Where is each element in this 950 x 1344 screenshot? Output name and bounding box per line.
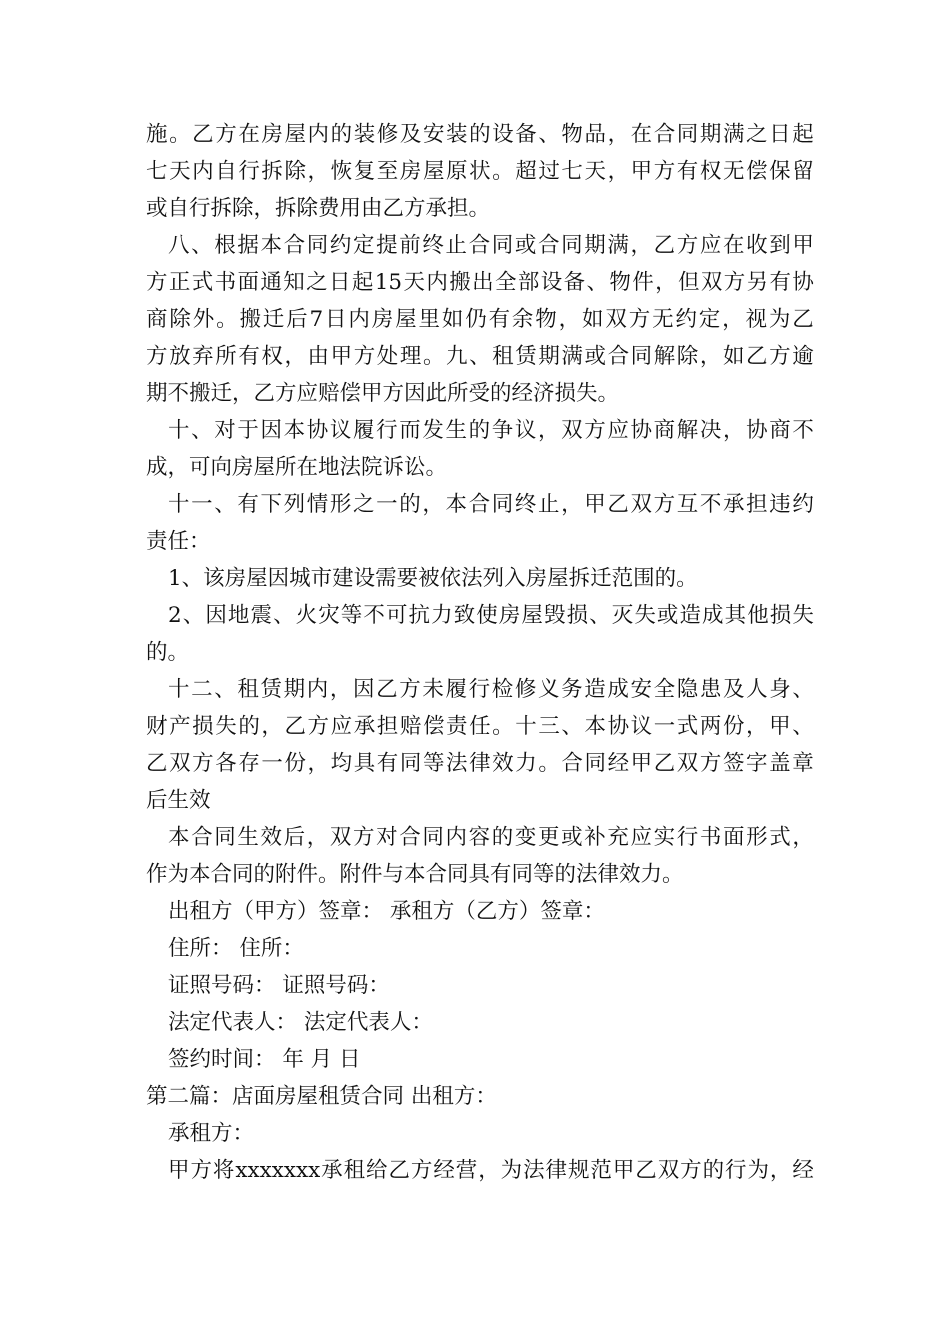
- text-line: 施 。 乙 方 在 房 屋 内 的 装 修 及 安 装 的 设 备 、 物 品 ， 在 合 同 期 满 之 日 起: [146, 122, 814, 147]
- text-line: 住所： 住所：: [168, 936, 304, 961]
- text-line: 八 、 根 据 本 合 同 约 定 提 前 终 止 合 同 或 合 同 期 满 ， 乙 方 应 在 收 到 甲: [168, 233, 814, 258]
- text-line: 1、该房屋因城市建设需要被依法列入房屋拆迁范围的。: [168, 566, 698, 591]
- text-line: 财 产 损 失 的 ， 乙 方 应 承 担 赔 偿 责 任 。 十 三 、 本 协 议 一 式 两 份 ， 甲 、: [146, 714, 814, 739]
- text-line: 承租方：: [168, 1121, 255, 1146]
- text-line: 方 正 式 书 面 通 知 之 日 起 15 天 内 搬 出 全 部 设 备 、 物 件 ， 但 双 方 另 有 协: [146, 270, 814, 295]
- text-line: 七 天 内 自 行 拆 除 ， 恢 复 至 房 屋 原 状 。 超 过 七 天 ， 甲 方 有 权 无 偿 保 留: [146, 159, 814, 184]
- text-line: 期不搬迁，乙方应赔偿甲方因此所受的经济损失。: [146, 381, 620, 406]
- text-line: 第二篇：店面房屋租赁合同 出租方：: [146, 1084, 497, 1109]
- text-line: 出租方（甲方）签章： 承租方（乙方）签章：: [168, 899, 605, 924]
- text-line: 方 放 弃 所 有 权 ， 由 甲 方 处 理 。 九 、 租 赁 期 满 或 合 同 解 除 ， 如 乙 方 逾: [146, 344, 814, 369]
- text-line: 作为本合同的附件。附件与本合同具有同等的法律效力。: [146, 862, 684, 887]
- text-line: 十 二 、 租 赁 期 内 ， 因 乙 方 未 履 行 检 修 义 务 造 成 安 全 隐 患 及 人 身 、: [168, 677, 814, 702]
- text-line: 本 合 同 生 效 后 ， 双 方 对 合 同 内 容 的 变 更 或 补 充 应 实 行 书 面 形 式 ，: [168, 825, 814, 850]
- document-page: [146, 116, 814, 1189]
- text-line: 后生效: [146, 788, 211, 813]
- text-line: 签约时间： 年 月 日: [168, 1047, 361, 1072]
- text-line: 责任：: [146, 529, 211, 554]
- text-line: 成，可向房屋所在地法院诉讼。: [146, 455, 448, 480]
- text-line: 乙 双 方 各 存 一 份 ， 均 具 有 同 等 法 律 效 力 。 合 同 经 甲 乙 双 方 签 字 盖 章: [146, 751, 814, 776]
- text-line: 商 除 外 。 搬 迁 后 7 日 内 房 屋 里 如 仍 有 余 物 ， 如 双 方 无 约 定 ， 视 为 乙: [146, 307, 814, 332]
- text-line: 或自行拆除，拆除费用由乙方承担。: [146, 196, 491, 221]
- text-line: 甲 方 将 xxxxxxx 承 租 给 乙 方 经 营 ， 为 法 律 规 范 甲 乙 双 方 的 行 为 ， 经: [168, 1158, 814, 1183]
- text-line: 十 一 、 有 下 列 情 形 之 一 的 ， 本 合 同 终 止 ， 甲 乙 双 方 互 不 承 担 违 约: [168, 492, 814, 517]
- text-line: 法定代表人： 法定代表人：: [168, 1010, 433, 1035]
- text-line: 的。: [146, 640, 190, 665]
- text-line: 证照号码： 证照号码：: [168, 973, 390, 998]
- text-line: 2 、 因 地 震 、 火 灾 等 不 可 抗 力 致 使 房 屋 毁 损 、 灭 失 或 造 成 其 他 损 失: [168, 603, 814, 628]
- text-line: 十 、 对 于 因 本 协 议 履 行 而 发 生 的 争 议 ， 双 方 应 协 商 解 决 ， 协 商 不: [168, 418, 814, 443]
